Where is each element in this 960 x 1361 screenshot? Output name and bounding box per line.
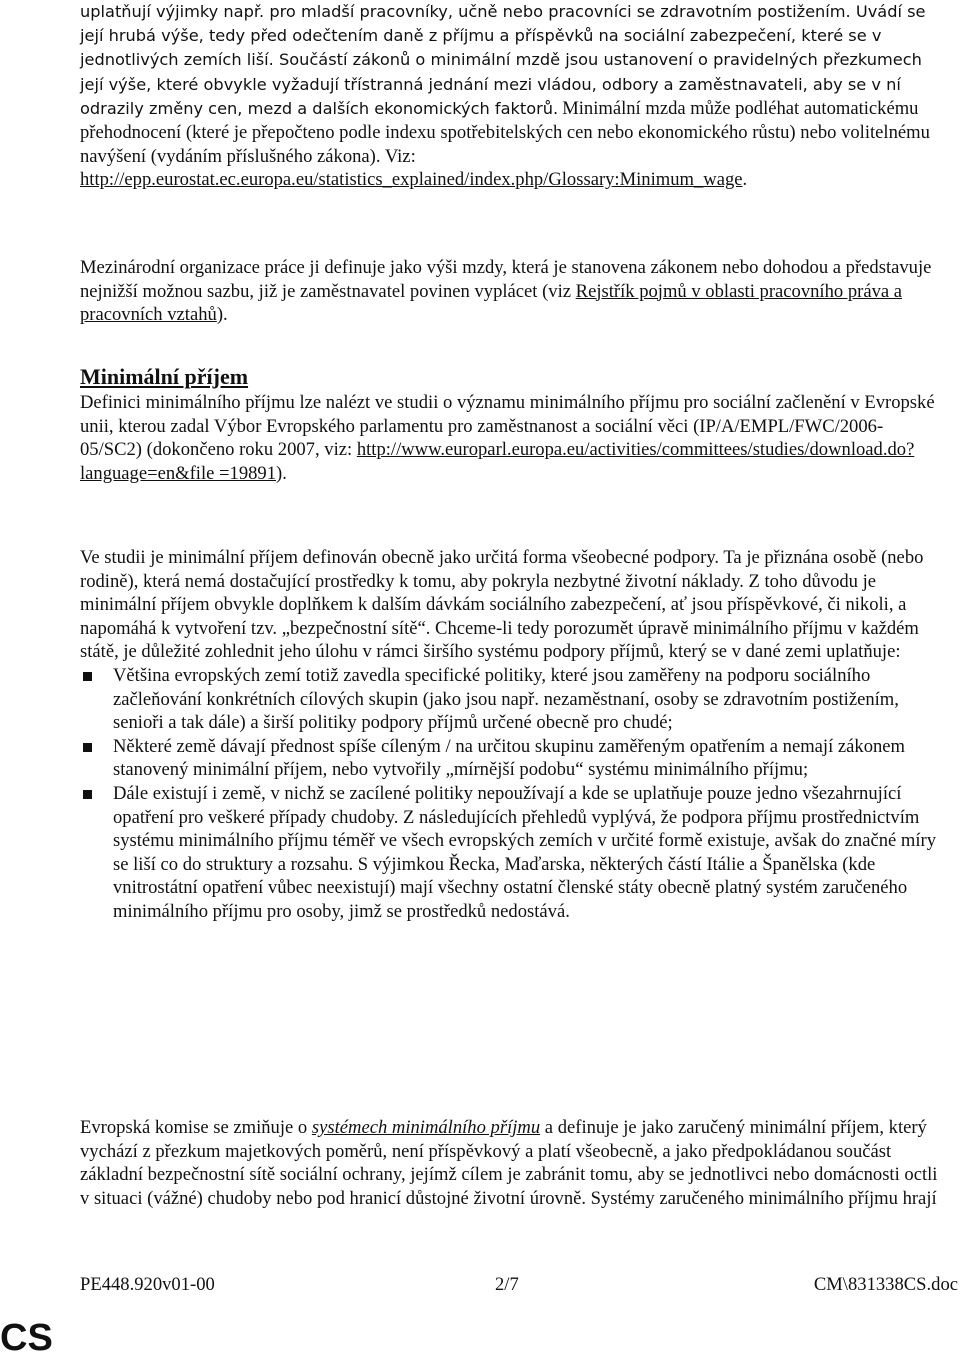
europarl-link[interactable]: http://www.europarl.europa.eu/activities/committees/studies/download.do?language=en&file =19891 xyxy=(80,439,915,484)
definition-suffix: ). xyxy=(276,462,287,484)
paragraph-commission xyxy=(80,1116,938,1210)
paragraph-text-sans: uplatňují výjimky např. pro mladší pracovníky, učně nebo pracovníci se zdravotním postižením. Uvádí se její hrubá výše, tedy před odečtením daně z příjmu a příspěvků na sociální zabezpečení, které se v jednotlivých zemích liší. Součástí zákonů o minimální mzdě jsou ustanovení o pravidelných přezkumech její výše, které obvykle vyžadují třístranná jednání mezi vládou, odbory a zaměstnavateli, aby se v ní odrazily změny cen, mezd a dalších ekonomických faktorů. xyxy=(80,2,926,118)
footer-doc-ref: PE448.920v01-00 xyxy=(80,1274,215,1295)
page-footer xyxy=(80,1272,960,1298)
definition-text: Definici minimálního příjmu lze nalézt ve studii o významu minimálního příjmu pro sociální začlenění v Evropské unii, kterou zadal Výbor Evropského parlamentu pro zaměstnanost a sociální věci (IP/A/EMPL/FWC/2006-05/SC2) (dokončeno roku 2007, viz: xyxy=(80,392,935,461)
minimum-income-systems-link[interactable]: systémech minimálního příjmu xyxy=(311,1117,541,1138)
glossary-link[interactable]: Rejstřík pojmů v oblasti pracovního práva a pracovních vztahů xyxy=(80,280,903,326)
square-bullet-icon xyxy=(83,790,92,799)
paragraph-definition xyxy=(80,391,938,485)
ilo-text: Mezinárodní organizace práce ji definuje jako výši mzdy, která je stanovena zákonem nebo dohodou a představuje nejnižší možnou sazbu, již je zaměstnavatel povinen vyplácet (viz xyxy=(80,257,932,302)
list-item: Některé země dávají přednost spíše cíleným / na určitou skupinu zaměřeným opatřením a nemají zákonem stanovený minimální příjem, nebo vytvořily „mírnější podobu“ systému minimálního příjmu; xyxy=(80,735,938,782)
ilo-suffix: ). xyxy=(216,304,228,326)
section-heading: Minimální příjem xyxy=(80,364,249,389)
footer-file-name: CM\831338CS.doc xyxy=(813,1274,958,1295)
paragraph-ilo xyxy=(80,256,938,327)
language-code: CS xyxy=(0,1317,53,1359)
paragraph-minimum-wage xyxy=(80,0,938,192)
paragraph-study-block xyxy=(80,546,938,924)
list-item: Dále existují i země, v nichž se zacílené politiky nepoužívají a kde se uplatňuje pouze jedno všezahrnující opatření pro veškeré případy chudoby. Z následujících přehledů vyplývá, že podpora příjmu prostřednictvím systému minimálního příjmu téměř ve všech evropských zemích v určité formě existuje, avšak do značné míry se liší co do struktury a rozsahu. S výjimkou Řecka, Maďarska, některých částí Itálie a Španělska (kde vnitrostátní opatření vůbec neexistují) mají všechny ostatní členské státy obecně platný systém zaručeného minimálního příjmu pro osoby, jimž se prostředků nedostává. xyxy=(80,782,938,924)
eurostat-link[interactable]: http://epp.eurostat.ec.europa.eu/statistics_explained/index.php/Glossary:Minimum_wage xyxy=(80,169,743,191)
link-suffix: . xyxy=(742,169,748,191)
square-bullet-icon xyxy=(83,672,92,681)
commission-text: a definuje je jako zaručený minimální příjem, který vychází z přezkum majetkových poměrů, není příspěvkový a platí všeobecně, a jako předpokládanou součást základní bezpečnostní sítě sociální ochrany, jejímž cílem je zabránit tomu, aby se jednotlivci nebo domácnosti octli v situaci (vážné) chudoby nebo pod hranicí důstojné životní úrovně. Systémy zaručeného minimálního příjmu hrají xyxy=(80,1117,938,1209)
square-bullet-icon xyxy=(83,743,92,752)
commission-prefix: Evropská komise se zmiňuje o xyxy=(80,1117,308,1138)
footer-page-number: 2/7 xyxy=(495,1274,519,1295)
list-item: Většina evropských zemí totiž zavedla specifické politiky, které jsou zaměřeny na podporu sociálního začleňování konkrétních cílových skupin (jako jsou např. nezaměstnaní, osoby se zdravotním postižením, senioři a tak dále) a širší politiky podpory příjmů určené obecně pro chudé; xyxy=(80,664,938,735)
paragraph-study: Ve studii je minimální příjem definován obecně jako určitá forma všeobecné podpory. Ta je přiznána osobě (nebo rodině), která nemá dostačující prostředky k tomu, aby pokryla nezbytné životní náklady. Z toho důvodu je minimální příjem obvykle doplňkem k dalším dávkám sociálního zabezpečení, ať jsou příspěvkové, či nikoli, a napomáhá k vytvoření tzv. „bezpečnostní sítě“. Chceme-li tedy porozumět úpravě minimálního příjmu v každém státě, je důležité zohlednit jeho úlohu v rámci širšího systému podpory příjmů, který se v dané zemi uplatňuje: xyxy=(80,547,924,663)
bullet-list xyxy=(80,664,938,924)
paragraph-text-serif: Minimální mzda může podléhat automatickému přehodnocení (které je přepočteno podle indexu spotřebitelských cen nebo ekonomického růstu) nebo volitelnému navýšení (vydáním příslušného zákona). Viz: xyxy=(80,97,930,167)
